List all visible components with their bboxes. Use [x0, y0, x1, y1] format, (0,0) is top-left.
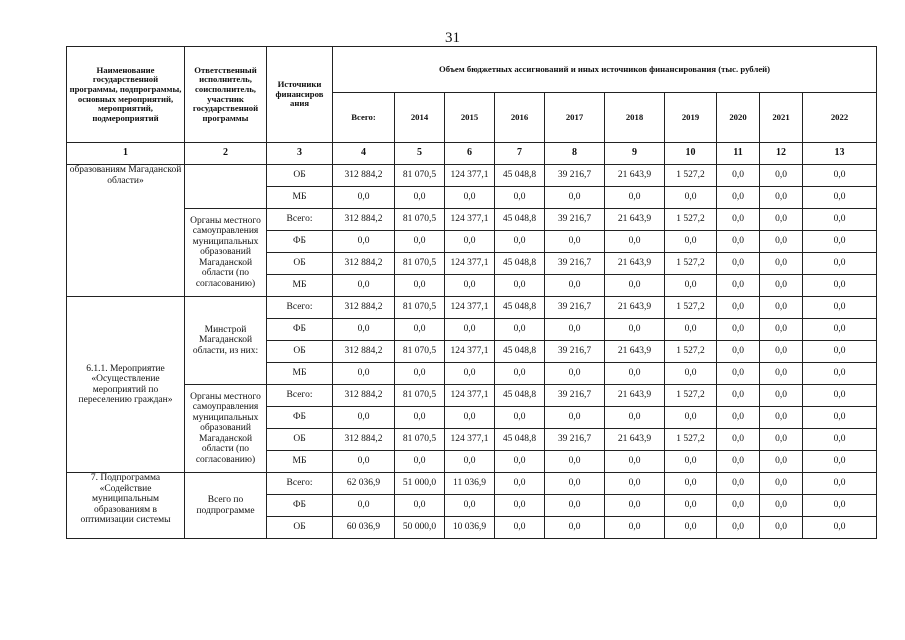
value-cell: 21 643,9 [605, 165, 665, 187]
value-cell: 0,0 [333, 451, 395, 473]
value-cell: 45 048,8 [495, 429, 545, 451]
source-cell: Всего: [267, 385, 333, 407]
value-cell: 45 048,8 [495, 385, 545, 407]
value-cell: 0,0 [545, 319, 605, 341]
column-number: 10 [665, 143, 717, 165]
value-cell: 0,0 [445, 407, 495, 429]
value-cell: 0,0 [803, 473, 877, 495]
value-cell: 0,0 [545, 451, 605, 473]
value-cell: 39 216,7 [545, 165, 605, 187]
value-cell: 0,0 [395, 231, 445, 253]
value-cell: 0,0 [605, 187, 665, 209]
table-row [67, 209, 877, 231]
value-cell: 0,0 [395, 495, 445, 517]
column-number-row [67, 143, 877, 165]
value-cell: 10 036,9 [445, 517, 495, 539]
value-cell: 0,0 [333, 275, 395, 297]
value-cell: 0,0 [495, 451, 545, 473]
value-cell: 0,0 [495, 473, 545, 495]
value-cell: 81 070,5 [395, 429, 445, 451]
value-cell: 50 000,0 [395, 517, 445, 539]
value-cell: 0,0 [717, 319, 760, 341]
value-cell: 81 070,5 [395, 209, 445, 231]
value-cell: 0,0 [665, 495, 717, 517]
value-cell: 0,0 [803, 209, 877, 231]
value-cell: 0,0 [665, 407, 717, 429]
value-cell: 0,0 [665, 473, 717, 495]
value-cell: 0,0 [760, 517, 803, 539]
page-number: 31 [445, 30, 460, 46]
value-cell: 0,0 [665, 363, 717, 385]
value-cell: 0,0 [495, 517, 545, 539]
value-cell: 0,0 [717, 253, 760, 275]
value-cell: 21 643,9 [605, 341, 665, 363]
value-cell: 51 000,0 [395, 473, 445, 495]
value-cell: 0,0 [545, 495, 605, 517]
source-cell: ОБ [267, 253, 333, 275]
value-cell: 39 216,7 [545, 341, 605, 363]
value-cell: 39 216,7 [545, 385, 605, 407]
value-cell: 0,0 [605, 363, 665, 385]
value-cell: 39 216,7 [545, 429, 605, 451]
header-year: 2021 [760, 93, 803, 143]
value-cell: 0,0 [395, 363, 445, 385]
value-cell: 0,0 [803, 495, 877, 517]
header-year: 2019 [665, 93, 717, 143]
header-year: 2022 [803, 93, 877, 143]
value-cell: 124 377,1 [445, 209, 495, 231]
row-name-cell: 6.1.1. Мероприятие «Осуществление мероприятий по переселению граждан» [67, 297, 185, 473]
value-cell: 0,0 [717, 341, 760, 363]
value-cell: 0,0 [545, 231, 605, 253]
value-cell: 312 884,2 [333, 209, 395, 231]
value-cell: 0,0 [495, 319, 545, 341]
value-cell: 0,0 [545, 275, 605, 297]
value-cell: 0,0 [803, 517, 877, 539]
value-cell: 81 070,5 [395, 385, 445, 407]
value-cell: 45 048,8 [495, 297, 545, 319]
value-cell: 0,0 [760, 341, 803, 363]
value-cell: 0,0 [760, 165, 803, 187]
value-cell: 124 377,1 [445, 165, 495, 187]
value-cell: 0,0 [760, 495, 803, 517]
value-cell: 0,0 [445, 275, 495, 297]
value-cell: 0,0 [803, 363, 877, 385]
value-cell: 312 884,2 [333, 165, 395, 187]
value-cell: 0,0 [665, 187, 717, 209]
value-cell: 39 216,7 [545, 253, 605, 275]
value-cell: 0,0 [395, 187, 445, 209]
table-row [67, 473, 877, 495]
value-cell: 0,0 [717, 275, 760, 297]
value-cell: 0,0 [665, 319, 717, 341]
value-cell: 0,0 [333, 319, 395, 341]
value-cell: 0,0 [760, 209, 803, 231]
value-cell: 0,0 [803, 451, 877, 473]
column-number: 6 [445, 143, 495, 165]
value-cell: 0,0 [803, 429, 877, 451]
value-cell: 312 884,2 [333, 385, 395, 407]
value-cell: 21 643,9 [605, 253, 665, 275]
column-number: 4 [333, 143, 395, 165]
value-cell: 0,0 [665, 517, 717, 539]
value-cell: 0,0 [803, 385, 877, 407]
value-cell: 1 527,2 [665, 253, 717, 275]
value-cell: 0,0 [760, 297, 803, 319]
value-cell: 0,0 [445, 495, 495, 517]
value-cell: 81 070,5 [395, 297, 445, 319]
value-cell: 0,0 [760, 429, 803, 451]
header-name: Наименование государственной программы, подпрограммы, основных мероприятий, мероприятий, подмероприятий [67, 47, 185, 143]
value-cell: 0,0 [803, 165, 877, 187]
value-cell: 0,0 [760, 275, 803, 297]
executor-cell: Минстрой Магаданской области, из них: [185, 297, 267, 385]
value-cell: 312 884,2 [333, 429, 395, 451]
column-number: 1 [67, 143, 185, 165]
value-cell: 0,0 [445, 187, 495, 209]
value-cell: 0,0 [605, 495, 665, 517]
value-cell: 0,0 [495, 495, 545, 517]
value-cell: 0,0 [803, 341, 877, 363]
value-cell: 0,0 [717, 209, 760, 231]
source-cell: МБ [267, 187, 333, 209]
value-cell: 0,0 [717, 187, 760, 209]
header-year: 2018 [605, 93, 665, 143]
value-cell: 0,0 [717, 473, 760, 495]
value-cell: 312 884,2 [333, 341, 395, 363]
source-cell: ФБ [267, 407, 333, 429]
header-year: 2016 [495, 93, 545, 143]
value-cell: 60 036,9 [333, 517, 395, 539]
value-cell: 0,0 [605, 319, 665, 341]
value-cell: 45 048,8 [495, 165, 545, 187]
value-cell: 21 643,9 [605, 429, 665, 451]
value-cell: 0,0 [717, 165, 760, 187]
value-cell: 0,0 [717, 231, 760, 253]
source-cell: Всего: [267, 297, 333, 319]
source-cell: ОБ [267, 165, 333, 187]
value-cell: 124 377,1 [445, 297, 495, 319]
value-cell: 0,0 [803, 275, 877, 297]
value-cell: 0,0 [717, 407, 760, 429]
value-cell: 0,0 [445, 231, 495, 253]
column-number: 9 [605, 143, 665, 165]
value-cell: 0,0 [395, 451, 445, 473]
value-cell: 0,0 [717, 363, 760, 385]
source-cell: ФБ [267, 495, 333, 517]
header-total: Всего: [333, 93, 395, 143]
value-cell: 1 527,2 [665, 209, 717, 231]
value-cell: 0,0 [445, 363, 495, 385]
column-number: 5 [395, 143, 445, 165]
value-cell: 0,0 [605, 473, 665, 495]
table-body [67, 143, 877, 539]
column-number: 2 [185, 143, 267, 165]
value-cell: 0,0 [803, 297, 877, 319]
header-sources: Источники финансиров ания [267, 47, 333, 143]
column-number: 13 [803, 143, 877, 165]
value-cell: 0,0 [803, 253, 877, 275]
value-cell: 0,0 [395, 319, 445, 341]
value-cell: 0,0 [803, 231, 877, 253]
source-cell: МБ [267, 275, 333, 297]
value-cell: 0,0 [760, 385, 803, 407]
value-cell: 124 377,1 [445, 385, 495, 407]
value-cell: 124 377,1 [445, 341, 495, 363]
value-cell: 0,0 [665, 231, 717, 253]
value-cell: 62 036,9 [333, 473, 395, 495]
table-row [67, 297, 877, 319]
value-cell: 124 377,1 [445, 429, 495, 451]
value-cell: 0,0 [605, 517, 665, 539]
source-cell: МБ [267, 451, 333, 473]
header-year: 2020 [717, 93, 760, 143]
value-cell: 0,0 [545, 187, 605, 209]
value-cell: 0,0 [717, 429, 760, 451]
header-executor: Ответственный исполнитель, соисполнитель, участник государственной программы [185, 47, 267, 143]
value-cell: 0,0 [333, 407, 395, 429]
column-number: 3 [267, 143, 333, 165]
source-cell: ФБ [267, 231, 333, 253]
value-cell: 0,0 [665, 451, 717, 473]
value-cell: 0,0 [545, 407, 605, 429]
value-cell: 45 048,8 [495, 209, 545, 231]
source-cell: ОБ [267, 341, 333, 363]
value-cell: 0,0 [445, 451, 495, 473]
value-cell: 0,0 [395, 275, 445, 297]
value-cell: 0,0 [760, 363, 803, 385]
value-cell: 0,0 [605, 231, 665, 253]
value-cell: 39 216,7 [545, 209, 605, 231]
source-cell: ОБ [267, 517, 333, 539]
header-year: 2014 [395, 93, 445, 143]
value-cell: 1 527,2 [665, 429, 717, 451]
value-cell: 81 070,5 [395, 341, 445, 363]
value-cell: 0,0 [495, 363, 545, 385]
header-funding: Объем бюджетных ассигнований и иных источников финансирования (тыс. рублей) [333, 47, 877, 93]
executor-cell: Всего по подпрограмме [185, 473, 267, 539]
value-cell: 0,0 [760, 319, 803, 341]
value-cell: 0,0 [495, 231, 545, 253]
value-cell: 1 527,2 [665, 165, 717, 187]
value-cell: 1 527,2 [665, 341, 717, 363]
value-cell: 0,0 [395, 407, 445, 429]
value-cell: 11 036,9 [445, 473, 495, 495]
value-cell: 0,0 [495, 407, 545, 429]
executor-cell: Органы местного самоуправления муниципальных образований Магаданской области (по согласованию) [185, 385, 267, 473]
value-cell: 0,0 [717, 451, 760, 473]
value-cell: 0,0 [717, 517, 760, 539]
column-number: 12 [760, 143, 803, 165]
value-cell: 81 070,5 [395, 253, 445, 275]
source-cell: Всего: [267, 473, 333, 495]
source-cell: ФБ [267, 319, 333, 341]
value-cell: 0,0 [717, 495, 760, 517]
value-cell: 0,0 [717, 385, 760, 407]
value-cell: 0,0 [760, 231, 803, 253]
value-cell: 0,0 [605, 451, 665, 473]
value-cell: 39 216,7 [545, 297, 605, 319]
value-cell: 21 643,9 [605, 297, 665, 319]
value-cell: 0,0 [760, 451, 803, 473]
value-cell: 1 527,2 [665, 297, 717, 319]
source-cell: ОБ [267, 429, 333, 451]
column-number: 7 [495, 143, 545, 165]
source-cell: МБ [267, 363, 333, 385]
source-cell: Всего: [267, 209, 333, 231]
value-cell: 0,0 [760, 253, 803, 275]
value-cell: 0,0 [333, 231, 395, 253]
column-number: 8 [545, 143, 605, 165]
value-cell: 0,0 [803, 319, 877, 341]
header-year: 2017 [545, 93, 605, 143]
value-cell: 21 643,9 [605, 209, 665, 231]
budget-table [66, 46, 877, 539]
table-row [67, 165, 877, 187]
executor-cell: Органы местного самоуправления муниципальных образований Магаданской области (по согласованию) [185, 209, 267, 297]
value-cell: 0,0 [495, 187, 545, 209]
value-cell: 0,0 [333, 495, 395, 517]
row-name-cell: 7. Подпрограмма «Содействие муниципальным образованиям в оптимизации системы [67, 473, 185, 539]
value-cell: 45 048,8 [495, 253, 545, 275]
header-year: 2015 [445, 93, 495, 143]
value-cell: 21 643,9 [605, 385, 665, 407]
value-cell: 1 527,2 [665, 385, 717, 407]
value-cell: 0,0 [605, 407, 665, 429]
value-cell: 0,0 [495, 275, 545, 297]
value-cell: 0,0 [545, 517, 605, 539]
value-cell: 0,0 [333, 363, 395, 385]
value-cell: 0,0 [803, 407, 877, 429]
column-number: 11 [717, 143, 760, 165]
value-cell: 0,0 [760, 407, 803, 429]
value-cell: 45 048,8 [495, 341, 545, 363]
value-cell: 0,0 [760, 187, 803, 209]
value-cell: 0,0 [545, 363, 605, 385]
value-cell: 312 884,2 [333, 253, 395, 275]
value-cell: 0,0 [545, 473, 605, 495]
value-cell: 81 070,5 [395, 165, 445, 187]
value-cell: 312 884,2 [333, 297, 395, 319]
value-cell: 0,0 [445, 319, 495, 341]
value-cell: 0,0 [760, 473, 803, 495]
value-cell: 0,0 [717, 297, 760, 319]
value-cell: 0,0 [333, 187, 395, 209]
table-row [67, 385, 877, 407]
value-cell: 0,0 [803, 187, 877, 209]
row-name-cell: образованиям Магаданской области» [67, 165, 185, 297]
value-cell: 0,0 [665, 275, 717, 297]
value-cell: 124 377,1 [445, 253, 495, 275]
value-cell: 0,0 [605, 275, 665, 297]
executor-cell [185, 165, 267, 209]
